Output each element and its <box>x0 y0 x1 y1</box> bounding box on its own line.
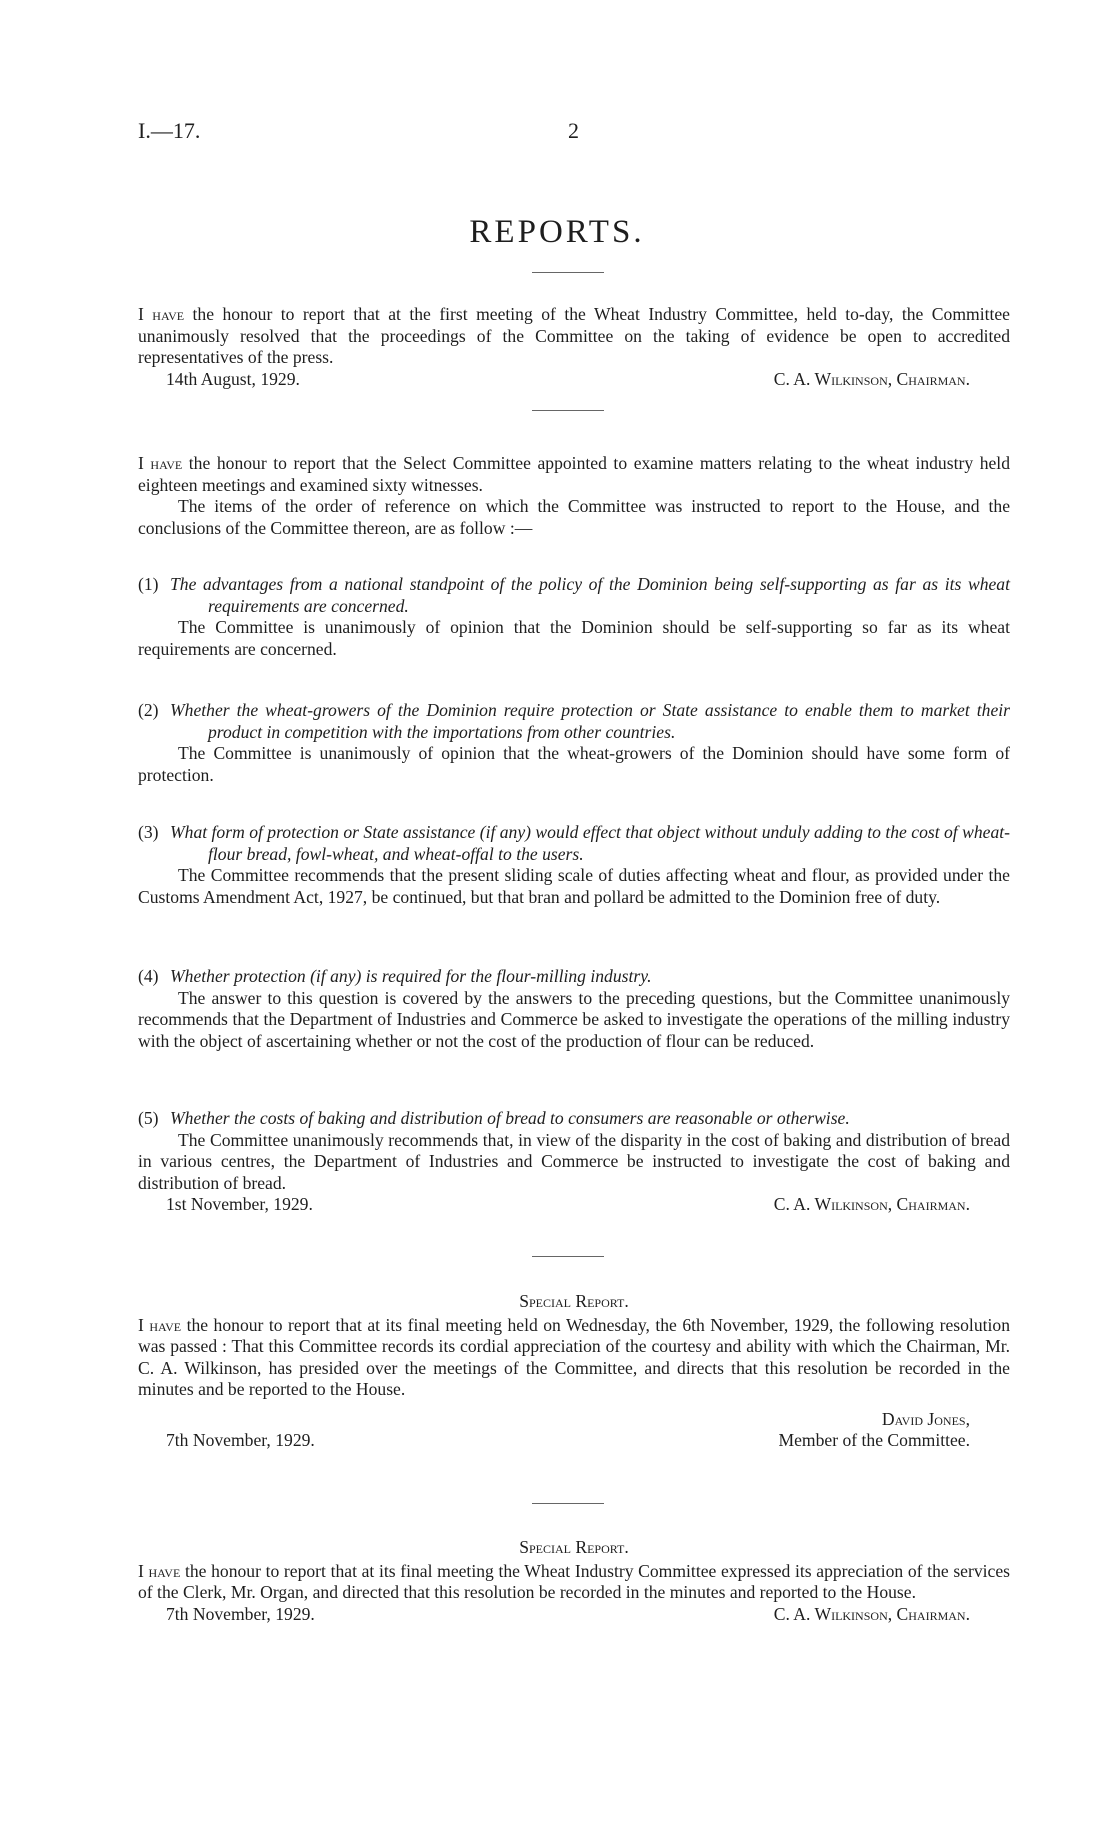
item-heading <box>138 1108 1010 1130</box>
special-report-heading: Special Report. <box>519 1537 629 1557</box>
signer-role: Member of the Committee. <box>778 1430 970 1450</box>
signoff <box>138 369 1010 391</box>
special-report-2 <box>138 1537 1010 1626</box>
page-header <box>138 118 1010 148</box>
signoff <box>138 1194 1010 1216</box>
report-paragraph <box>138 304 1010 369</box>
item-body: The answer to this question is covered by the answers to the preceding questions, but the Committee unanimously recommends that the Department of Industries and Commerce be asked to investigate the operations of the milling industry with the object of ascertaining whether or not the cost of the production of flour can be reduced. <box>138 987 1010 1051</box>
report-date: 1st November, 1929. <box>166 1194 313 1214</box>
item-number: (1) <box>138 574 159 594</box>
report-select-committee <box>138 453 1010 539</box>
report-paragraph: The items of the order of reference on which the Committee was instructed to report to the House, and the conclusions of the Committee thereon, are as follow :— <box>138 496 1010 538</box>
item-heading-text: Whether protection (if any) is required for the flour-milling industry. <box>170 966 652 986</box>
paragraph-text: the honour to report that at its final meeting held on Wednesday, the 6th November, 1929, the following resolution was passed : That this Committee records its cordial appreciation of the courtesy and ability with which the Chairman, Mr. C. A. Wilkinson, has presided over the meetings of the Committee, and directs that this resolution be recorded in the minutes and be reported to the House. <box>138 1314 1010 1399</box>
item-number: (3) <box>138 822 159 842</box>
report-paragraph <box>138 1561 1010 1604</box>
signature: C. A. Wilkinson, Chairman. <box>773 368 970 389</box>
item-heading-text: What form of protection or State assistance (if any) would effect that object without unduly adding to the cost of wheat-flour bread, fowl-wheat, and wheat-offal to the users. <box>170 822 1010 864</box>
reference-item-4 <box>138 966 1010 1052</box>
reference-item-1 <box>138 574 1010 660</box>
report-paragraph <box>138 1315 1010 1401</box>
reference-item-2 <box>138 700 1010 786</box>
reference-item-3 <box>138 822 1010 908</box>
divider <box>532 1503 604 1504</box>
paragraph-text: the honour to report that the Select Committee appointed to examine matters relating to the wheat industry held eighteen meetings and examined sixty witnesses. <box>138 453 1010 495</box>
item-number: (4) <box>138 966 159 986</box>
report-date: 14th August, 1929. <box>166 368 300 389</box>
special-report-heading: Special Report. <box>519 1291 629 1311</box>
document-code: I.—17. <box>138 118 201 143</box>
page-number: 2 <box>568 118 579 143</box>
special-report-1 <box>138 1291 1010 1452</box>
paragraph-text: the honour to report that at its final meeting the Wheat Industry Committee expressed its appreciation of the services of the Clerk, Mr. Organ, and directed that this resolution be recorded in the minutes and reported to the House. <box>138 1560 1010 1602</box>
opening-words: I have <box>138 1560 181 1581</box>
item-heading <box>138 966 1010 988</box>
opening-words: I have <box>138 1314 182 1335</box>
report-date: 7th November, 1929. <box>166 1603 315 1624</box>
opening-words: I have <box>138 304 185 324</box>
divider <box>532 1256 604 1257</box>
item-body: The Committee is unanimously of opinion that the wheat-growers of the Dominion should have some form of protection. <box>138 743 1010 785</box>
paragraph-text: the honour to report that at the first meeting of the Wheat Industry Committee, held to-day, the Committee unanimously resolved that the proceedings of the Committee on the taking of evidence be open to accredited representatives of the press. <box>138 304 1010 367</box>
item-number: (2) <box>138 700 159 720</box>
divider <box>532 272 604 273</box>
divider <box>532 410 604 411</box>
signature: C. A. Wilkinson, Chairman. <box>773 1603 970 1624</box>
item-heading-text: Whether the costs of baking and distribution of bread to consumers are reasonable or otherwise. <box>170 1108 850 1128</box>
item-heading-text: Whether the wheat-growers of the Dominion require protection or State assistance to enable them to market their product in competition with the importations from other countries. <box>170 700 1010 742</box>
item-heading <box>138 700 1010 743</box>
page-title: REPORTS. <box>469 214 645 250</box>
signature: C. A. Wilkinson, Chairman. <box>773 1194 970 1214</box>
signer-name: David Jones, <box>881 1408 970 1429</box>
report-paragraph <box>138 453 1010 496</box>
reference-item-5 <box>138 1108 1010 1216</box>
signoff <box>138 1430 1010 1452</box>
item-body: The Committee is unanimously of opinion that the Dominion should be self-supporting so far as its wheat requirements are concerned. <box>138 617 1010 659</box>
item-heading-text: The advantages from a national standpoint of the policy of the Dominion being self-supporting as far as its wheat requirements are concerned. <box>170 574 1010 616</box>
item-body: The Committee unanimously recommends that, in view of the disparity in the cost of baking and distribution of bread in various centres, the Department of Industries and Commerce be instructed to investigate the cost of baking and distribution of bread. <box>138 1129 1010 1193</box>
item-body: The Committee recommends that the present sliding scale of duties affecting wheat and flour, as provided under the Customs Amendment Act, 1927, be continued, but that bran and pollard be admitted to the Dominion free of duty. <box>138 865 1010 907</box>
item-heading <box>138 822 1010 865</box>
signoff <box>138 1604 1010 1626</box>
report-first-meeting <box>138 304 1010 391</box>
item-heading <box>138 574 1010 617</box>
report-date: 7th November, 1929. <box>166 1430 315 1450</box>
opening-words: I have <box>138 453 183 473</box>
item-number: (5) <box>138 1108 159 1128</box>
